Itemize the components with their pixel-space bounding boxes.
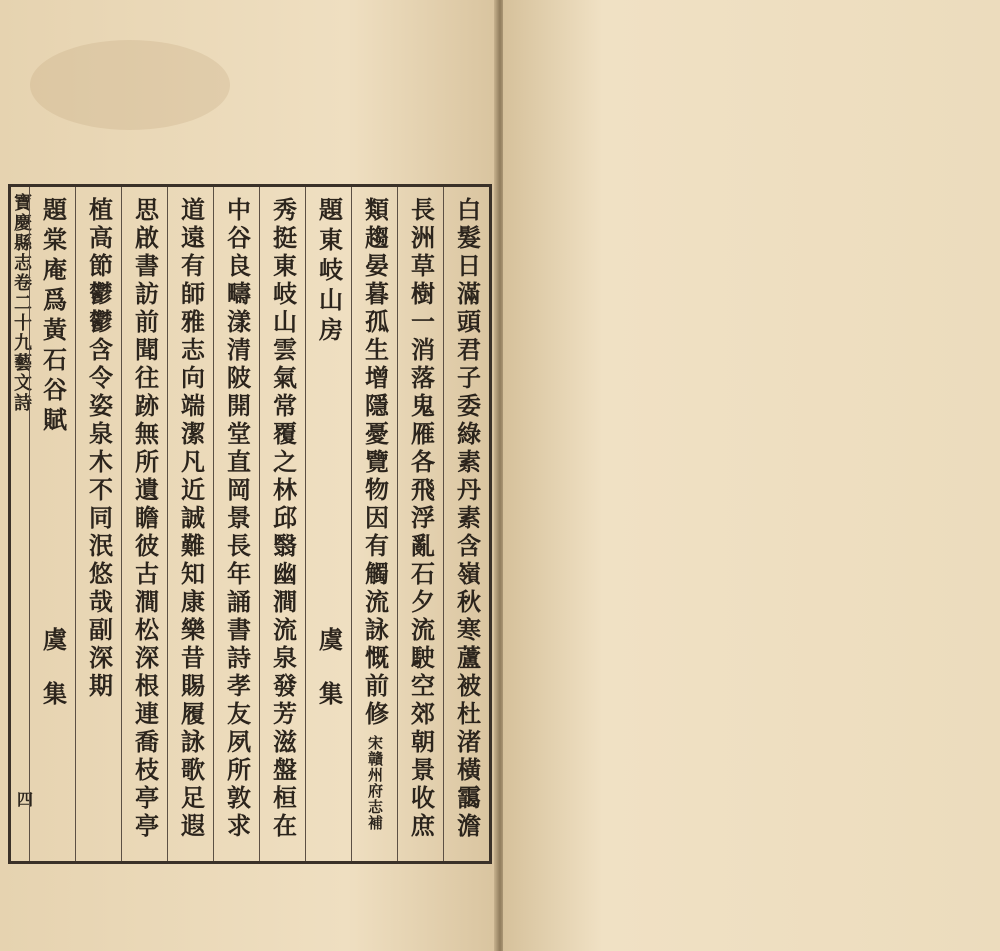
text-column	[75, 187, 121, 861]
poem-title: 題棠庵爲黃石谷賦	[38, 197, 68, 437]
poem-text: 道遠有師雅志向端潔凡近誠難知康樂昔賜履詠歌足遐	[176, 197, 206, 841]
text-column	[397, 187, 443, 861]
banxin-title: 寶慶縣志卷二十九藝文詩	[11, 193, 32, 413]
text-column	[443, 187, 489, 861]
poem-text: 植高節鬱鬱含令姿泉木不同泯悠哉副深期	[84, 197, 114, 701]
poem-title: 題東岐山房	[314, 197, 344, 347]
text-column	[259, 187, 305, 861]
left-page-frame	[8, 184, 492, 864]
right-page	[503, 0, 1000, 951]
folio-number: 四	[17, 790, 34, 809]
source-note: 宋贛州府志補	[366, 735, 384, 831]
poem-text: 秀挺東岐山雲氣常覆之林邱翳幽澗流泉發芳滋盤桓在	[268, 197, 298, 841]
text-column	[351, 187, 397, 861]
author-name: 虞集	[314, 627, 344, 735]
left-page	[0, 0, 497, 951]
poem-title-column	[305, 187, 351, 861]
poem-text: 思啟書訪前聞往跡無所遺瞻彼古澗松深根連喬枝亭亭	[130, 197, 160, 841]
text-column	[167, 187, 213, 861]
text-column	[213, 187, 259, 861]
author-name: 虞集	[38, 627, 68, 735]
text-column	[121, 187, 167, 861]
poem-title-column	[29, 187, 75, 861]
poem-text: 長洲草樹一消落鬼雁各飛浮亂石夕流駛空郊朝景收庶	[406, 197, 436, 841]
poem-text: 中谷良疇漾清陂開堂直岡景長年誦書詩孝友夙所敦求	[222, 197, 252, 841]
paper-stain	[30, 40, 230, 130]
banxin-column	[11, 187, 34, 861]
poem-text: 白髮日滿頭君子委綠素丹素含嶺秋寒蘆被杜渚橫靄澹	[452, 197, 482, 841]
poem-text: 類趨晏暮孤生增隱憂覽物因有觸流詠慨前修	[360, 197, 390, 729]
